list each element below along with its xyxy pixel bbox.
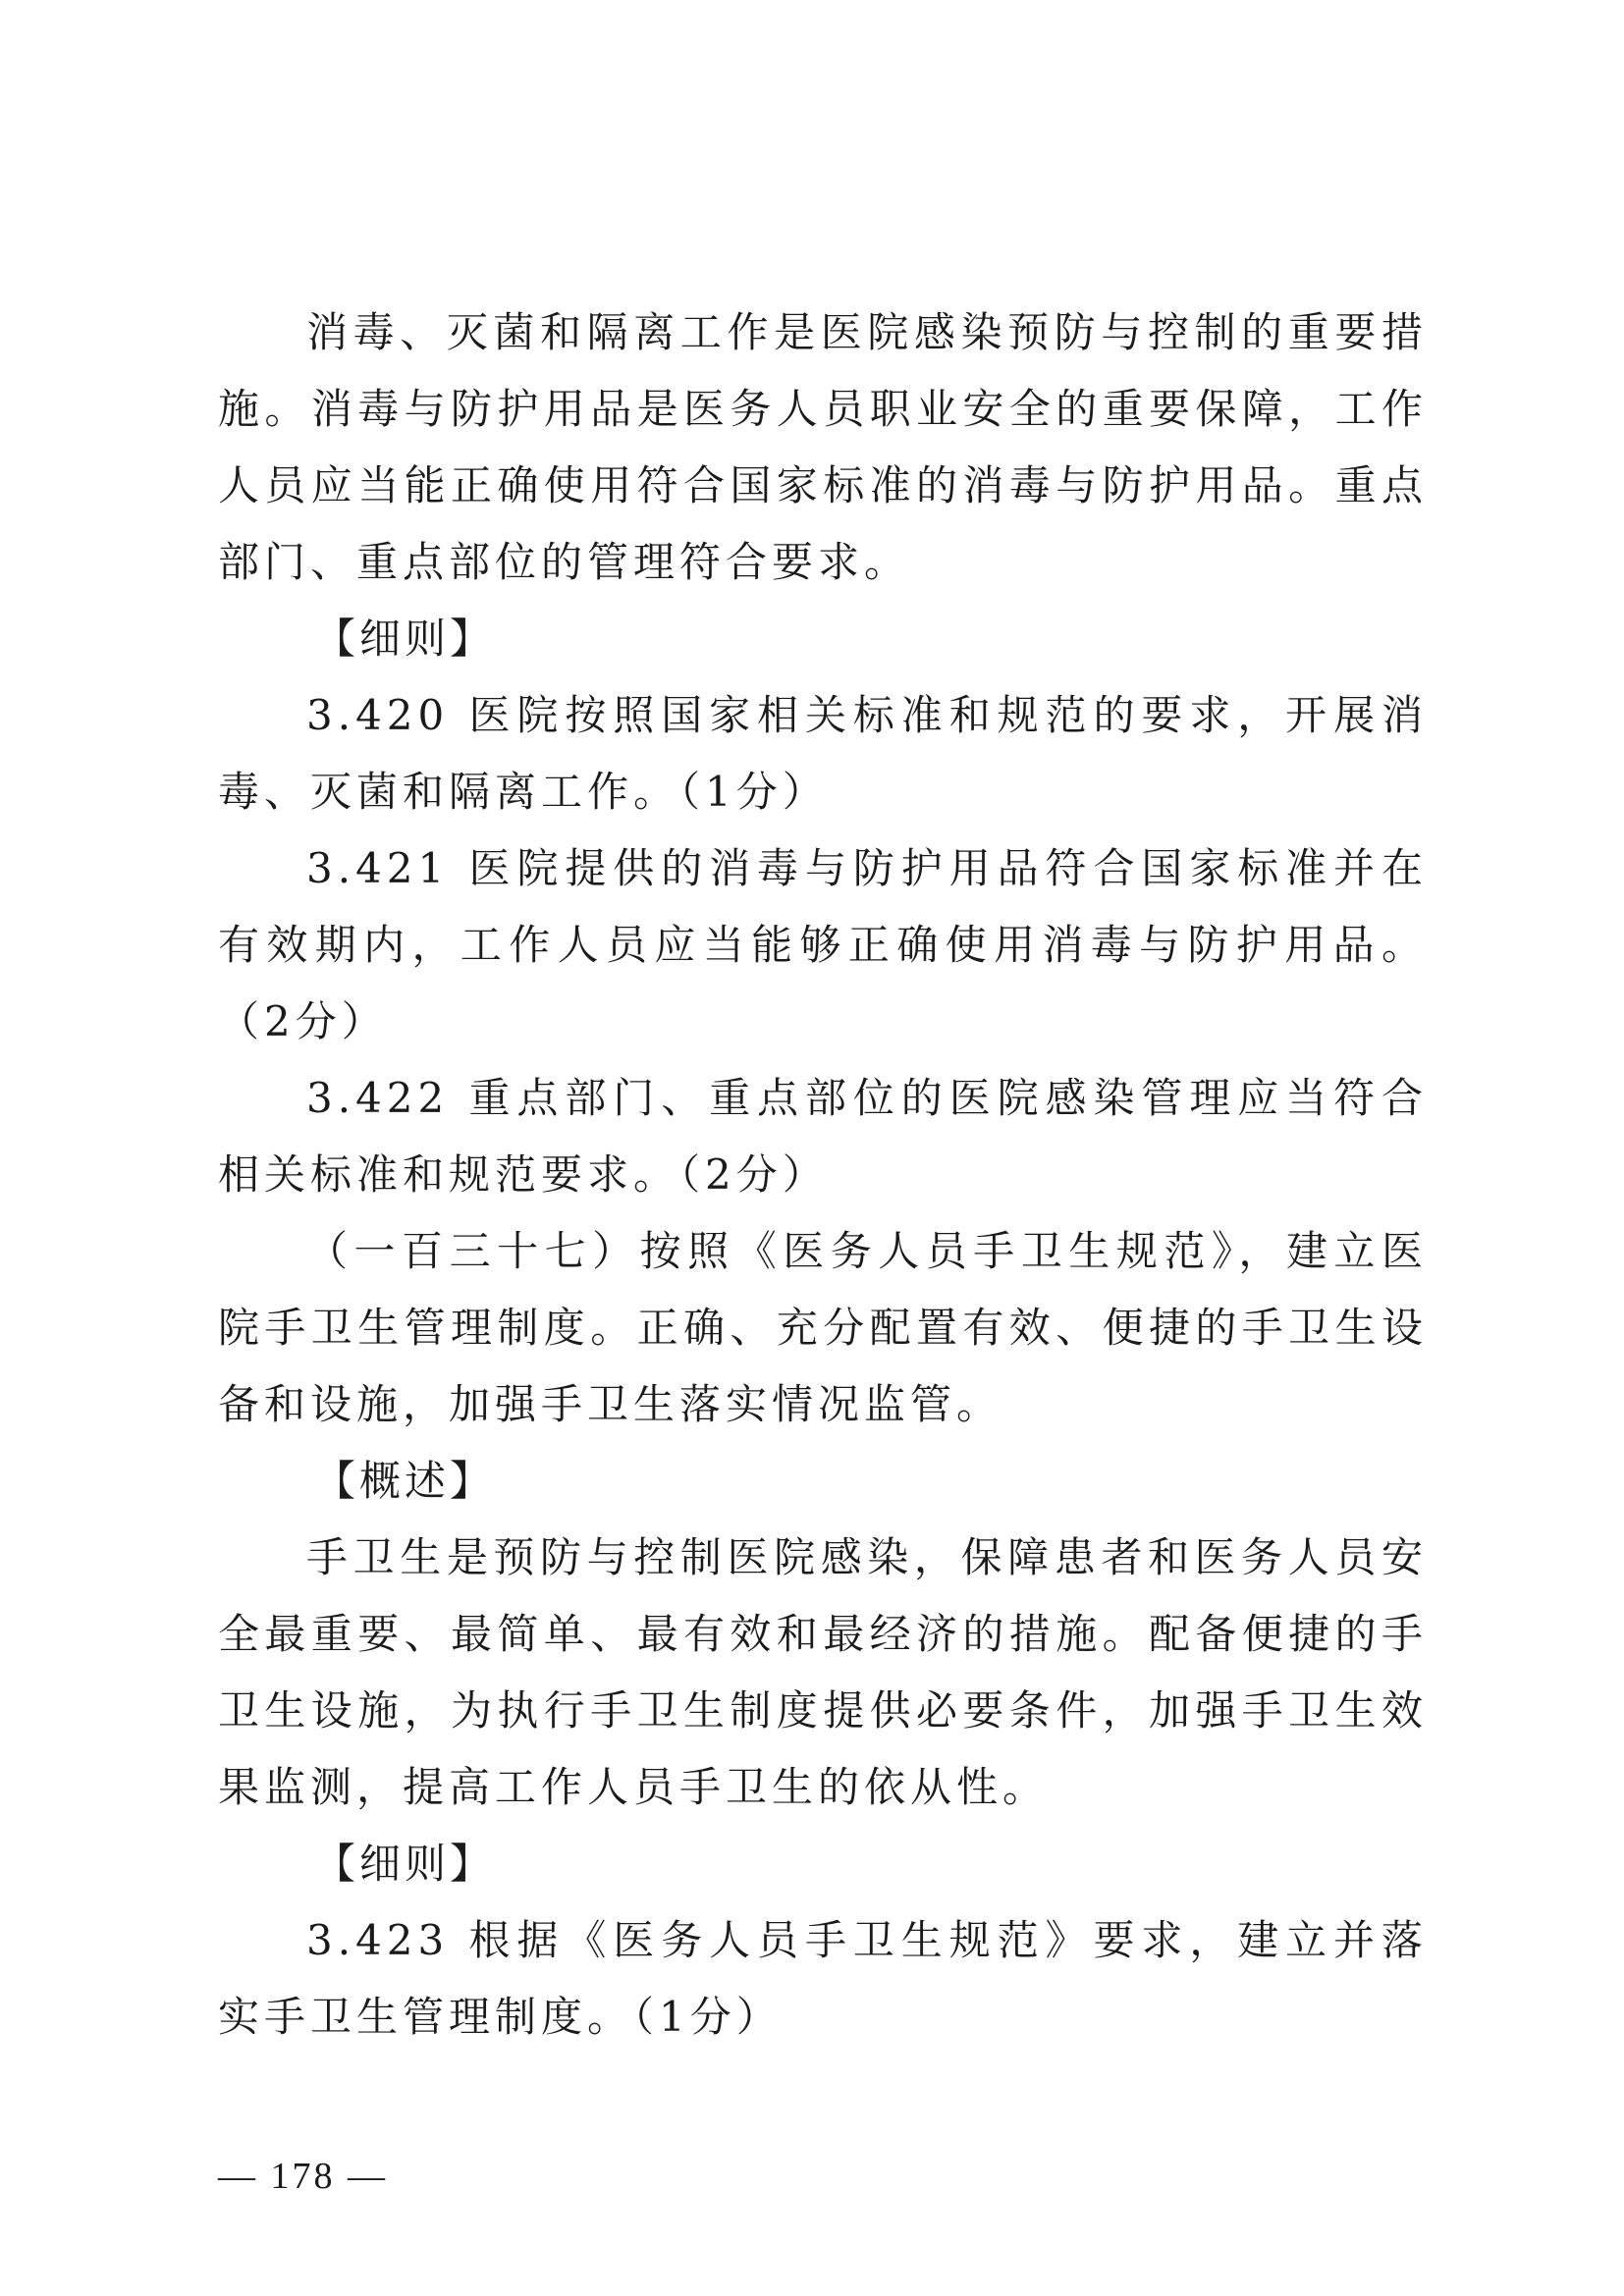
- section-heading-details: 【细则】: [314, 614, 496, 663]
- clause-3-423: 3.423 根据《医务人员手卫生规范》要求，建立并落实手卫生管理制度。（1分）: [218, 1916, 1428, 2041]
- article-137: （一百三十七）按照《医务人员手卫生规范》，建立医院手卫生管理制度。正确、充分配置有效、便捷的手卫生设备和设施，加强手卫生落实情况监管。: [218, 1227, 1428, 1428]
- paragraph-disinfection-intro: 消毒、灭菌和隔离工作是医院感染预防与控制的重要措施。消毒与防护用品是医务人员职业安全的重要保障，工作人员应当能正确使用符合国家标准的消毒与防护用品。重点部门、重点部位的管理符合要求。: [218, 308, 1428, 586]
- clause-3-422: 3.422 重点部门、重点部位的医院感染管理应当符合相关标准和规范要求。（2分）: [218, 1074, 1428, 1199]
- page-body: [218, 294, 1428, 2056]
- clause-3-420: 3.420 医院按照国家相关标准和规范的要求，开展消毒、灭菌和隔离工作。（1分）: [218, 691, 1428, 816]
- page-number: — 178 —: [218, 2156, 388, 2197]
- paragraph-hand-hygiene-overview: 手卫生是预防与控制医院感染，保障患者和医务人员安全最重要、最简单、最有效和最经济的措施。配备便捷的手卫生设施，为执行手卫生制度提供必要条件，加强手卫生效果监测，提高工作人员手卫生的依从性。: [218, 1533, 1428, 1811]
- clause-3-421: 3.421 医院提供的消毒与防护用品符合国家标准并在有效期内，工作人员应当能够正确使用消毒与防护用品。（2分）: [218, 844, 1428, 1045]
- section-heading-overview: 【概述】: [314, 1457, 496, 1505]
- section-heading-details-2: 【细则】: [314, 1840, 496, 1888]
